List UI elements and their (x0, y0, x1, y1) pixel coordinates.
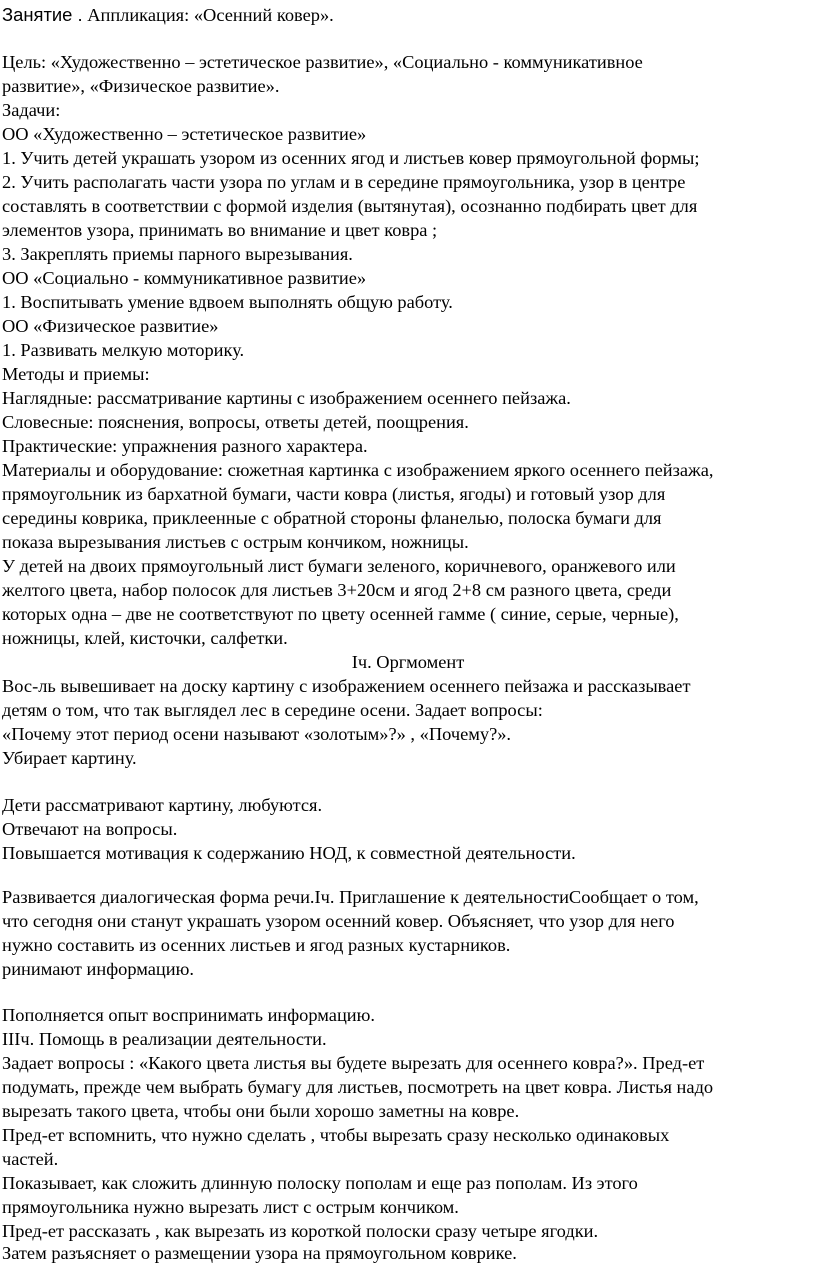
task-social-1: 1. Воспитывать умение вдвоем выполнять общую работу. (2, 292, 453, 312)
part-3-line-1: Задает вопросы : «Какого цвета листья вы будете вырезать для осеннего ковра?». Пред-ет (2, 1053, 705, 1073)
methods-visual: Наглядные: рассматривание картины с изображением осеннего пейзажа. (2, 388, 571, 408)
part-1-heading: Iч. Оргмомент (351, 652, 465, 672)
title-main: Занятие . (2, 4, 83, 25)
tasks-heading: Задачи: (2, 100, 61, 120)
experience-line: Пополняется опыт воспринимать информацию. (2, 1005, 375, 1025)
part-3-line-5: частей. (2, 1149, 59, 1169)
part-3-line-4: Пред-ет вспомнить, что нужно сделать , чтобы вырезать сразу несколько одинаковых (2, 1125, 670, 1145)
document-title (2, 3, 814, 27)
task-art-2-line-1: 2. Учить располагать части узора по углам и в середине прямоугольника, узор в центре (2, 172, 686, 192)
task-art-3: 3. Закреплять приемы парного вырезывания. (2, 244, 353, 264)
materials-line-1: Материалы и оборудование: сюжетная картинка с изображением яркого осеннего пейзажа, (2, 460, 714, 480)
materials-line-3: середины коврика, приклеенные с обратной стороны фланелью, полоска бумаги для (2, 508, 662, 528)
part-1-line-2: детям о том, что так выглядел лес в середине осени. Задает вопросы: (2, 700, 543, 720)
part-3-line-3: вырезать такого цвета, чтобы они были хорошо заметны на ковре. (2, 1101, 520, 1121)
task-art-2-line-3: элементов узора, принимать во внимание и цвет ковра ; (2, 220, 438, 240)
goal-line-2: развитие», «Физическое развитие». (2, 76, 280, 96)
section-heading-art: ОО «Художественно – эстетическое развитие» (2, 124, 367, 144)
section-heading-social: ОО «Социально - коммуникативное развитие» (2, 268, 367, 288)
part-3-line-8: Пред-ет рассказать , как вырезать из короткой полоски сразу четыре ягодки. (2, 1221, 599, 1241)
title-rest: Аппликация: «Осенний ковер». (82, 5, 334, 25)
methods-heading: Методы и приемы: (2, 364, 150, 384)
methods-verbal: Словесные: пояснения, вопросы, ответы детей, поощрения. (2, 412, 469, 432)
part-3-line-7: прямоугольника нужно вырезать лист с острым кончиком. (2, 1197, 459, 1217)
methods-practical: Практические: упражнения разного характера. (2, 436, 368, 456)
children-response-line-2: Отвечают на вопросы. (2, 819, 178, 839)
part-1-line-4: Убирает картину. (2, 748, 137, 768)
children-materials-line-1: У детей на двоих прямоугольный лист бумаги зеленого, коричневого, оранжевого или (2, 556, 676, 576)
goal-line-1: Цель: «Художественно – эстетическое развитие», «Социально - коммуникативное (2, 52, 643, 72)
materials-line-4: показа вырезывания листьев с острым кончиком, ножницы. (2, 532, 469, 552)
children-response-line-1: Дети рассматривают картину, любуются. (2, 795, 323, 815)
part-2-line-3: нужно составить из осенних листьев и ягод разных кустарников. (2, 935, 511, 955)
part-1-line-3: «Почему этот период осени называют «золотым»?» , «Почему?». (2, 724, 512, 744)
children-response-line-3: Повышается мотивация к содержанию НОД, к совместной деятельности. (2, 843, 576, 863)
part-2-line-4: ринимают информацию. (2, 959, 194, 979)
part-3-line-2: подумать, прежде чем выбрать бумагу для листьев, посмотреть на цвет ковра. Листья надо (2, 1077, 714, 1097)
part-2-line-1: Развивается диалогическая форма речи.Iч. Приглашение к деятельностиСообщает о том, (2, 887, 699, 907)
task-art-1: 1. Учить детей украшать узором из осенних ягод и листьев ковер прямоугольной формы; (2, 148, 700, 168)
materials-line-2: прямоугольник из бархатной бумаги, части ковра (листья, ягоды) и готовый узор для (2, 484, 666, 504)
section-heading-physical: ОО «Физическое развитие» (2, 316, 219, 336)
part-3-line-6: Показывает, как сложить длинную полоску пополам и еще раз пополам. Из этого (2, 1173, 638, 1193)
part-3-line-9: Затем разъясняет о размещении узора на прямоугольном коврике. (2, 1243, 517, 1263)
children-materials-line-2: желтого цвета, набор полосок для листьев 3+20см и ягод 2+8 см разного цвета, среди (2, 580, 672, 600)
part-1-line-1: Вос-ль вывешивает на доску картину с изображением осеннего пейзажа и рассказывает (2, 676, 691, 696)
part-3-heading: IIIч. Помощь в реализации деятельности. (2, 1029, 327, 1049)
task-physical-1: 1. Развивать мелкую моторику. (2, 340, 245, 360)
children-materials-line-4: ножницы, клей, кисточки, салфетки. (2, 628, 288, 648)
task-art-2-line-2: составлять в соответствии с формой изделия (вытянутая), осознанно подбирать цвет для (2, 196, 698, 216)
part-2-line-2: что сегодня они станут украшать узором осенний ковер. Объясняет, что узор для него (2, 911, 675, 931)
children-materials-line-3: которых одна – две не соответствуют по цвету осенней гамме ( синие, серые, черные), (2, 604, 679, 624)
